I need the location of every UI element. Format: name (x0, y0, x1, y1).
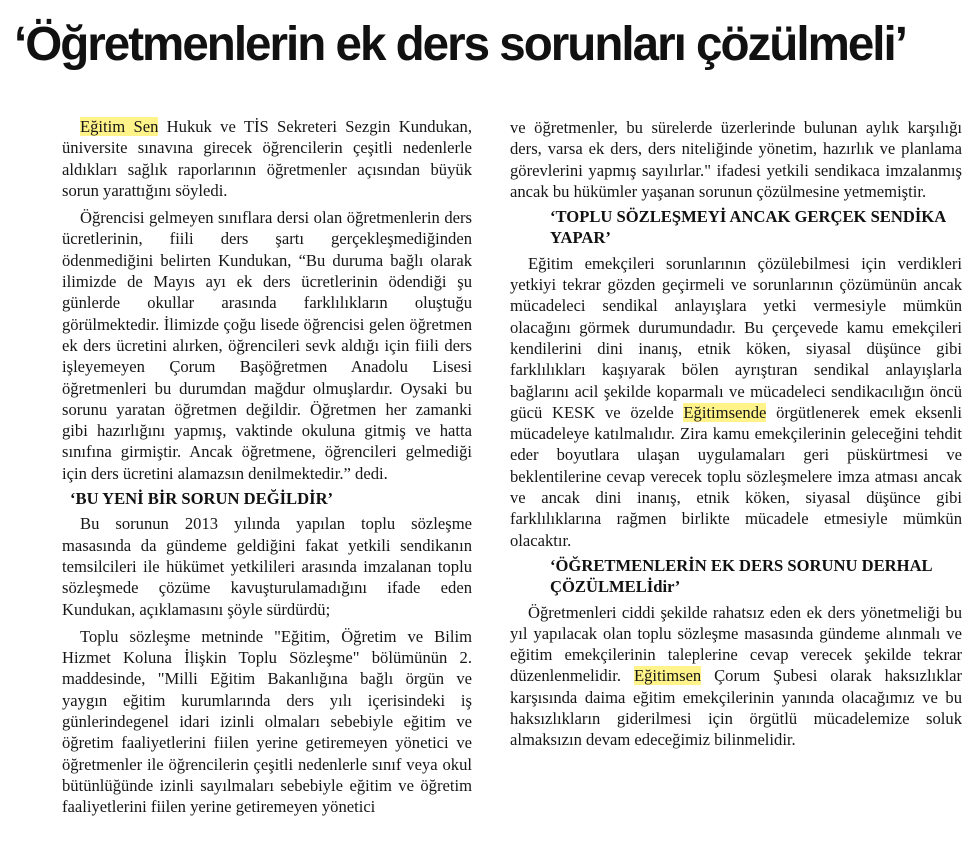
paragraph-text: Eğitim emekçileri sorunlarının çözülebilmesi için verdikleri yetkiyi tekrar gözden geçirmeli ve sorunlarının çözümünün ancak mücadeleci sendikal anlayışlara yetki vermesiyle mümkün olacağını görmek durumundadır. Bu çerçevede kamu emekçileri kendilerini dini inanış, etnik köken, siyasal düşünce gibi farklılıkları kaşıyarak bölen ayrıştıran sendikal anlayışlarla bağlarını acil şekilde koparmalı ve mücadeleci sendikacılığın öncü gücü KESK ve özelde (510, 253, 962, 422)
headline: ‘Öğretmenlerin ek ders sorunları çözülmeli’ (14, 18, 906, 71)
paragraph: ve öğretmenler, bu sürelerde üzerlerinde bulunan aylık karşılığı ders, varsa ek ders, ders niteliğinde yönetim, hazırlık ve planlama görevlerini yapmış sayılırlar." ifadesi yetkili sendikaca imzalanmış ancak bu hükümler yaşanan sorunun çözülmesine yetmemiştir. (510, 118, 962, 201)
paragraph-text: Çorum Şubesi olarak haksızlıklar karşısında daima eğitim emekçilerinin yanında olacağımız ve bu haksızlıkların giderilmesi için örgütlü mücadelemize soluk almaksızın devam edeceğimiz bilinmelidir. (510, 666, 962, 750)
section-heading: ‘ÖĞRETMENLERİN EK DERS SORUNU DERHAL ÇÖZÜLMELİdir’ (550, 555, 932, 597)
union-name-highlight: Eğitimsen (633, 666, 702, 686)
intro-paragraph (62, 116, 472, 201)
paragraph-text: Öğretmenleri ciddi şekilde rahatsız eden ek ders yönetmeliği bu yıl yapılacak olan toplu sözleşme masasında gündeme alınmalı ve eğitim emekçilerinin taleplerine cevap verecek şekilde tekrar düzenlenmelidir. (510, 602, 962, 686)
paragraph (510, 253, 962, 551)
section-heading: ‘TOPLU SÖZLEŞMEYİ ANCAK GERÇEK SENDİKA YAPAR’ (550, 207, 946, 248)
paragraph (510, 602, 962, 751)
intro-text: Hukuk ve TİS Sekreteri Sezgin Kundukan, üniversite sınavına girecek öğrencilerin çeşitli nedenlerle aldıkları sağlık raporlarının öğretmenler açısından büyük sorun yarattığını söyledi. (62, 117, 472, 200)
union-name-highlight: Eğitimsende (683, 402, 767, 422)
paragraph: Bu sorunun 2013 yılında yapılan toplu sözleşme masasında da gündeme geldiğini fakat yetkili sendikanın temsilcileri ile hükümet yetkilileri arasında imzalanan toplu sözleşmede çözüme kavuşturulamadığını ifade eden Kundukan, açıklamasını şöyle sürdürdü; (62, 514, 472, 619)
paragraph: Öğrencisi gelmeyen sınıflara dersi olan öğretmenlerin ders ücretlerinin, fiili ders şartı gerçekleşmediğinden ödenmediğini belirten Kundukan, “Bu duruma bağlı olarak ilimizde de Mayıs ayı ek ders ücretlerinin ödendiği şu günlerde okullar arasında farklılıkların oluştuğu görülmektedir. İlimizde çoğu lisede öğrencisi gelen öğretmen ek ders ücretini alırken, öğrencileri sevk aldığı için fiili ders işleyemeyen Çorum Başöğretmen Anadolu Lisesi öğretmenleri bu durumdan mağdur olmuşlardır. Oysaki bu sorunu yaratan öğretmen değildir. Öğretmen her zamanki gibi hazırlığını yapmış, vaktinde okuluna gitmiş ve hatta sınıfına girmiştir. Ancak öğretmene, öğrencileri gelmediği için ders ücretini alamazsın denilmektedir.” dedi. (62, 208, 472, 483)
union-name-highlight: Eğitim Sen (80, 117, 159, 136)
left-column (62, 116, 472, 818)
paragraph-text: örgütlenerek emek eksenli mücadeleye katılmalıdır. Zira kamu emekçilerinin geleceğini tehdit eder boyutlara ulaşan uygulamaları geri püskürtmesi ve beklentilerine cevap verecek toplu sözleşmelere imza atması ancak ve ancak dini inanış, etnik köken, siyasal düşünce gibi farklılıklarına rağmen birlikte mücadele etmesiyle mümkün olacaktır. (510, 402, 962, 550)
right-column (510, 117, 962, 751)
paragraph: Toplu sözleşme metninde "Eğitim, Öğretim ve Bilim Hizmet Koluna İlişkin Toplu Sözleşme" bölümünün 2. maddesinde, "Milli Eğitim Bakanlığına bağlı örgün ve yaygın eğitim kurumlarında ders yılı içerisindeki iş günlerindegenel idari izinli olmaları sebebiyle eğitim ve öğretim faaliyetlerini fiilen yerine getiremeyen yönetici ve öğretmenler ile öğrencilerin çeşitli nedenlerle sınıf veya okul bütünlüğünde izinli sayılmaları sebebiyle eğitim ve öğretim faaliyetlerini fiilen yerine getiremeyen yönetici (62, 626, 472, 817)
section-heading: ‘BU YENİ BİR SORUN DEĞİLDİR’ (70, 489, 334, 509)
